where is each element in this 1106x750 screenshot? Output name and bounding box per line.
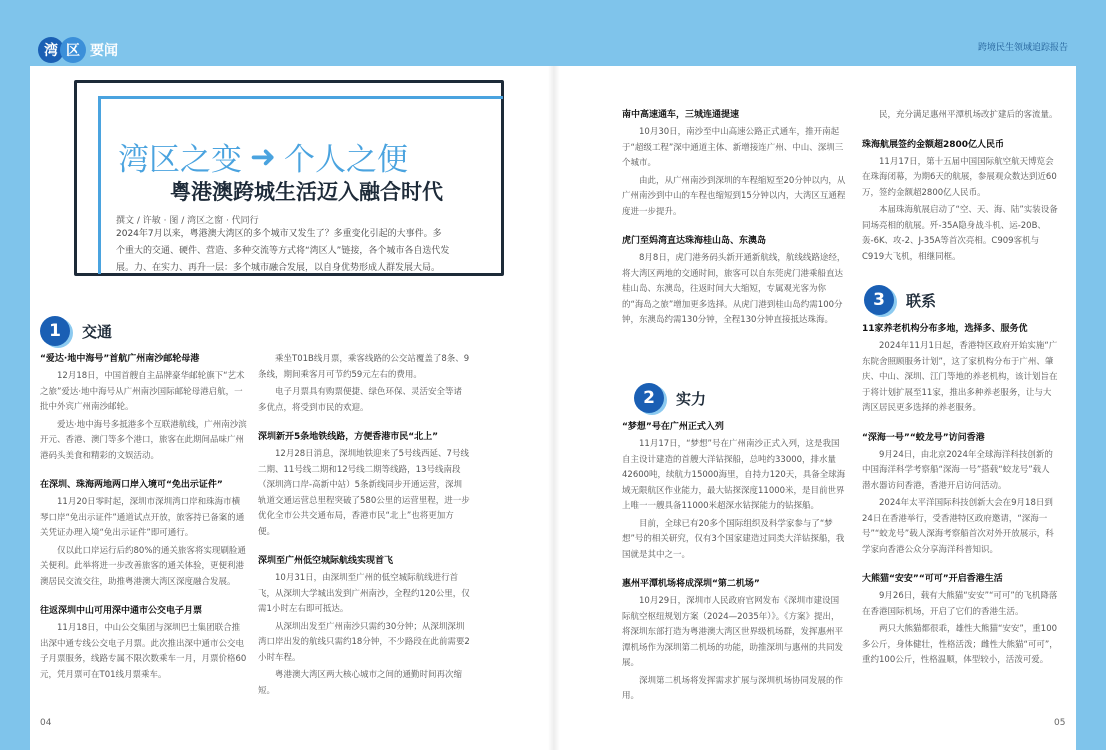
article-paragraph: 11月17日，“梦想”号在广州南沙正式入列，这是我国自主设计建造的首艘大洋钻探船，总吨约33000，排水量42600吨，续航力15000海里，自持力120天，具备全球海域无限航区作业能力，最大钻探深度11000米，是目前世界上唯一一艘具备11000米超深水钻探能力的钻探船。	[622, 439, 846, 511]
article-title: 11家养老机构分布多地，选择多、服务优	[862, 324, 1028, 334]
article-title: 深圳至广州低空城际航线实现首飞	[258, 556, 394, 566]
section-label: 跨境民生领域追踪报告	[977, 43, 1068, 53]
article-paragraph: 粤港澳大湾区两大核心城市之间的通勤时间再次缩短。	[258, 670, 463, 696]
article-title: “梦想”号在广州正式入列	[622, 422, 724, 432]
article-paragraph: 10月30日，南沙至中山高速公路正式通车，推开南起于“超级工程”深中通道主体、新增接连广州、中山、深圳三个城市。	[622, 127, 844, 168]
section-title: 实力	[676, 389, 707, 408]
article-paragraph: 目前，全球已有20多个国际组织及科学家参与了“梦想”号的相关研究，仅有3个国家建造过同类大洋钻探船，我国就是其中之一。	[622, 518, 845, 560]
banner-title	[118, 134, 408, 179]
article-paragraph: 仅以此口岸运行后约80%的通关旅客将实现刷脸通关便利。此举将进一步改善旅客的通关体验，更便利港澳居民交流交往，助推粤港澳大湾区深度融合发展。	[40, 545, 246, 587]
article-paragraph: 爱达·地中海号多抵港多个互联港航线，广州南沙滨开元、香港、澳门等多个港口，旅客在此期间品味广州港码头美食和精彩的文娱活动。	[40, 419, 247, 461]
article-paragraph: 深圳第二机场将发挥需求扩展与深圳机场协同发展的作用。	[622, 675, 844, 701]
column-3	[622, 108, 846, 343]
article-title: “深海一号”“蛟龙号”访问香港	[862, 432, 985, 443]
banner-subtitle: 粤港澳跨城生活迈入融合时代	[170, 180, 443, 204]
article-paragraph: 9月24日，由北京2024年全球海洋科技创新的中国海洋科学考察船“深海一号”搭载“蛟龙号”载人潜水器访问香港，香港开启访问活动。	[862, 449, 1053, 491]
banner-byline: 撰文 / 许敏 · 图 / 湾区之窗 · 代同行	[116, 216, 259, 226]
article	[862, 108, 1058, 124]
article	[862, 138, 1058, 266]
column-4	[862, 108, 1058, 279]
article-paragraph: 10月29日，深圳市人民政府官网发布《深圳市建设国际航空枢纽规划方案（2024—2035年）》。《方案》提出，将深圳东部打造为粤港澳大湾区世界级机场群，发挥惠州平潭机场作为深圳第二机场的功能，助推深圳与惠州的共同发展。	[622, 596, 844, 668]
brand-logo	[38, 37, 118, 63]
article-title: 深圳新开5条地铁线路，方便香港市民“北上”	[258, 432, 439, 442]
article-paragraph: 9月26日，载有大熊猫“安安”“可可”的飞机降落在香港国际机场，开启了它们的香港生活。	[862, 591, 1058, 617]
section-heading-strength	[634, 383, 706, 413]
section-heading-traffic	[40, 316, 112, 346]
brand-char-1: 湾	[38, 37, 64, 63]
column-4-lower	[862, 322, 1058, 683]
article-paragraph: 由此，从广州南沙到深圳的车程缩短至20分钟以内，从广州南沙到中山的车程也缩短到15分钟以内，大湾区互通程度进一步提升。	[622, 175, 846, 217]
page-number-left: 04	[40, 718, 52, 728]
article-title: 惠州平潭机场将成深圳“第二机场”	[622, 579, 760, 589]
article-paragraph: 2024年太平洋国际科技创新大会在9月18日到24日在香港举行，受香港特区政府邀请，“深海一号”“蛟龙号”载人深海考察船首次对外开放展示，科学家向香港公众分享海洋科普知识。	[862, 498, 1054, 555]
article-paragraph: 12月18日，中国首艘自主品牌豪华邮轮旗下“艺术之旅”爱达·地中海号从广州南沙国际邮轮母港启航，一批中外宾广州南沙邮轮。	[40, 371, 245, 412]
banner-lead: 2024年7月以来，粤港澳大湾区的多个城市又发生了？多重变化引起的大事件。多个重大的交通、硬件、营造、多种交流等方式将“湾区人”链接，各个城市各自迭代发展。力、在实力、再升一层：多个城市融合发展，以自身优势形成人群发展大局。	[116, 229, 450, 273]
article-paragraph: 10月31日，由深圳至广州的低空城际航线进行首飞，从深圳大学城出发到广州南沙，全程约120公里，仅需1小时左右即可抵达。	[258, 573, 470, 614]
article-paragraph: 两只大熊猫都很乖，雄性大熊猫“安安”，重100多公斤，身体健壮，性格活泼；雌性大熊猫“可可”，重约100公斤，性格温顺，体型较小，活泼可爱。	[862, 624, 1058, 665]
article-paragraph: 11月17日，第十五届中国国际航空航天博览会在珠海闭幕，为期6天的航展，参展观众数达到近60万，签约金额超2800亿人民币。	[862, 156, 1057, 198]
article	[40, 604, 248, 683]
article	[258, 430, 470, 540]
article-paragraph: 从深圳出发至广州南沙只需约30分钟；从深圳深圳湾口岸出发的航线只需约18分钟，不少路段在此前需要2小时车程。	[258, 621, 470, 663]
article-title: 珠海航展签约金额超2800亿人民币	[862, 139, 1005, 150]
article	[622, 234, 846, 329]
article	[258, 352, 470, 416]
page-gutter	[548, 66, 560, 750]
column-3-lower	[622, 420, 846, 719]
article	[622, 108, 846, 220]
banner-title-right: 个人之便	[283, 142, 408, 178]
article-paragraph: 电子月票具有购票便捷、绿色环保、灵活安全等诸多优点，将受到市民的欢迎。	[258, 387, 463, 413]
brand-text: 要闻	[90, 43, 118, 59]
article-title: 南中高速通车，三城连通提速	[622, 110, 740, 120]
article	[862, 431, 1058, 559]
article-title: “爱达·地中海号”首航广州南沙邮轮母港	[40, 354, 200, 364]
article	[622, 577, 846, 705]
article-paragraph: 11月18日，中山公交集团与深圳巴士集团联合推出深中通专线公交电子月票。此次推出深中通市公交电子月票服务，线路专属不限次数乘车一月，月票价格60元，凭月票可在T01线月票乘车。	[40, 623, 247, 680]
article	[862, 322, 1058, 417]
article-paragraph: 12月28日消息，深圳地铁迎来了5号线西延、7号线二期、11号线二期和12号线二期等线路，13号线南段（深圳湾口岸-高新中站）5条新线同步开通运营，深圳轨道交通运营总里程突破了580公里的运营里程，进一步优化全市公共交通布局，香港市民“北上”也将更加方便。	[258, 449, 470, 537]
section-number: 3	[864, 285, 894, 315]
article-paragraph: 8月8日，虎门港务码头新开通新航线，航线线路途经，将大湾区两地的交通时间，旅客可以自东莞虎门港乘船直达桂山岛、东澳岛，往返时间大大缩短，专属观光客为你的“海岛之旅”增加更多选择。从虎门港到桂山岛约需100分钟，东澳岛约需130分钟，全程130分钟直接抵达珠海。	[622, 253, 846, 325]
article	[258, 554, 470, 699]
article-title: 往返深圳中山可用深中通市公交电子月票	[40, 606, 203, 616]
article-paragraph: 民，充分满足惠州平潭机场改扩建后的客流量。	[879, 110, 1058, 120]
section-title: 联系	[906, 291, 937, 310]
column-1	[40, 352, 248, 697]
section-heading-connection	[864, 285, 936, 315]
article-paragraph: 乘坐T01B线月票，乘客线路的公交站覆盖了8条、9条线，期间乘客月可节约59元左右的费用。	[258, 354, 470, 380]
article-title: 大熊猫“安安”“可可”开启香港生活	[862, 574, 1003, 584]
article	[622, 420, 846, 563]
arrow-icon: ➜	[250, 138, 276, 175]
column-2	[258, 352, 470, 713]
article	[40, 352, 248, 464]
section-number: 2	[634, 383, 664, 413]
article-paragraph: 11月20日零时起，深圳市深圳湾口岸和珠海市横琴口岸“免出示证件”通道试点开放，旅客持已备案的通关凭证办理入境“免出示证件”即可通行。	[40, 497, 245, 538]
article	[862, 572, 1058, 669]
article-title: 在深圳、珠海两地两口岸入境可“免出示证件”	[40, 480, 223, 490]
article-paragraph: 2024年11月1日起，香港特区政府开始实施“广东院舍照顾服务计划”，这了家机构分布于广州、肇庆、中山、深圳、江门等地的养老机构，该计划旨在于将计划扩展至11家，推出多种养老服务，让与大湾区居民更多选择的养老服务。	[862, 341, 1058, 413]
section-title: 交通	[82, 322, 113, 341]
article	[40, 478, 248, 590]
page-number-right: 05	[1054, 718, 1066, 728]
article-paragraph: 本届珠海航展启动了“空、天、海、陆”实装设备同场亮相的航展。歼-35A隐身战斗机、运-20B、轰-6K、攻-2、J-35A等首次亮相。C909客机与C919大飞机，相继同框。	[862, 205, 1058, 262]
article-title: 虎门至妈湾直达珠海桂山岛、东澳岛	[622, 236, 767, 246]
section-number: 1	[40, 316, 70, 346]
brand-char-2: 区	[60, 37, 86, 63]
banner-title-left: 湾区之变	[118, 142, 242, 178]
